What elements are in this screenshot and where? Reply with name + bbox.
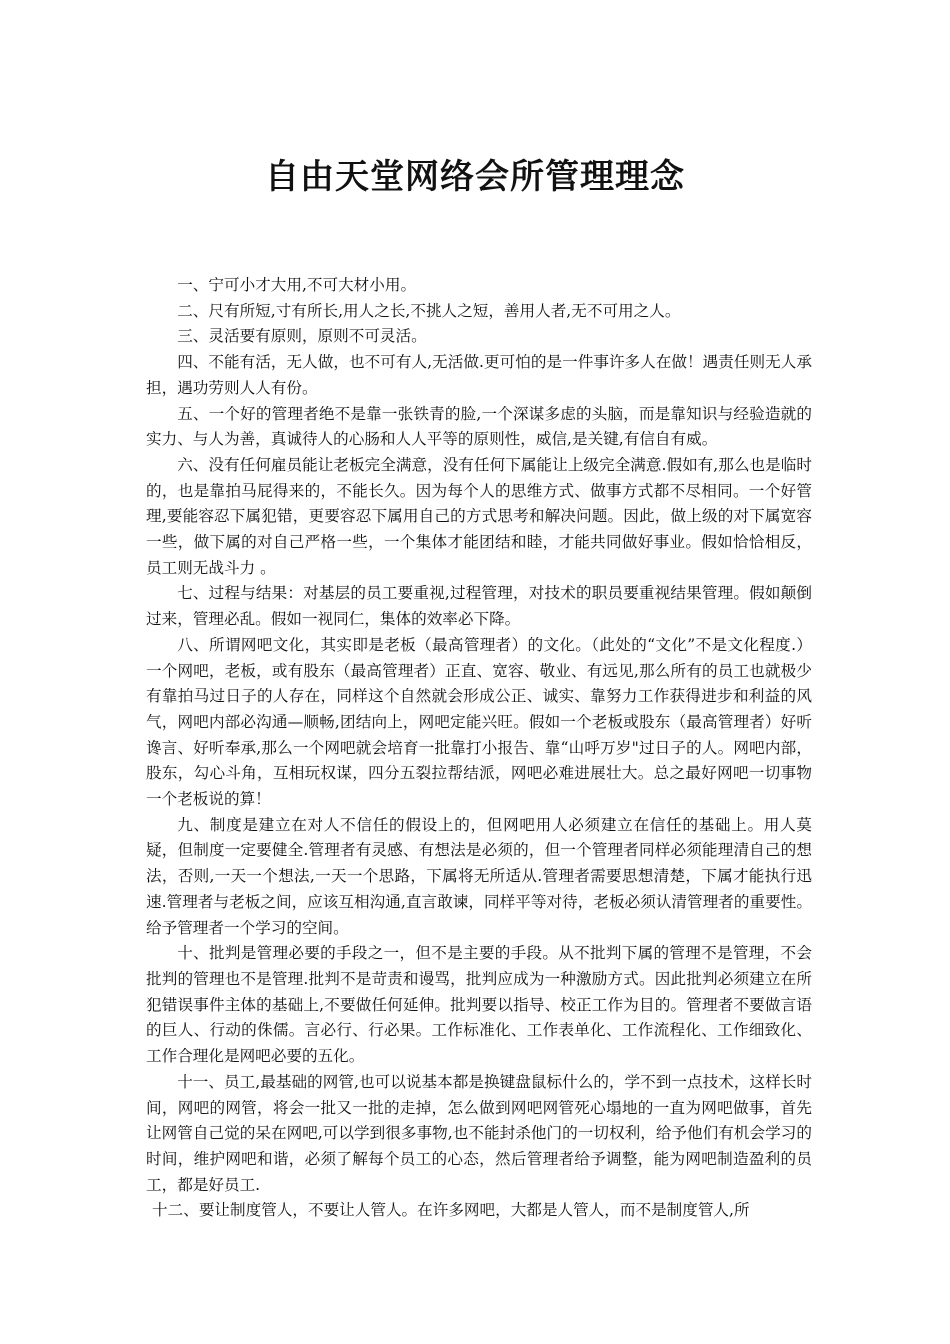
paragraph-9: 九、制度是建立在对人不信任的假设上的，但网吧用人必须建立在信任的基础上。用人莫疑，但制度一定要健全.管理者有灵感、有想法是必须的，但一个管理者同样必须能理清自己的想法，否则,一天一个想法,一天一个思路，下属将无所适从.管理者需要思想清楚，下属才能执行迅速.管理者与老板之间，应该互相沟通,直言敢谏，同样平等对待，老板必须认清管理者的重要性。给予管理者一个学习的空间。: [146, 815, 812, 937]
paragraph-11: 十一、员工,最基础的网管,也可以说基本都是换键盘鼠标什么的，学不到一点技术，这样长时间，网吧的网管，将会一批又一批的走掉，怎么做到网吧网管死心塌地的一直为网吧做事，首先让网管自己觉的呆在网吧,可以学到很多事物,也不能封杀他门的一切权利，给予他们有机会学习的时间，维护网吧和谐，必须了解每个员工的心态，然后管理者给予调整，能为网吧制造盈利的员工，都是好员工.: [146, 1072, 812, 1194]
paragraph-3: 三、灵活要有原则，原则不可灵活。: [177, 327, 427, 346]
paragraph-1: 一、宁可小才大用,不可大材小用。: [177, 276, 417, 294]
paragraph-6: 六、没有任何雇员能让老板完全满意，没有任何下属能让上级完全满意.假如有,那么也是临时的，也是靠拍马屁得来的，不能长久。因为每个人的思维方式、做事方式都不尽相同。一个好管理,要能容忍下属犯错，更要容忍下属用自己的方式思考和解决问题。因此，做上级的对下属宽容一些，做下属的对自己严格一些，一个集体才能团结和睦，才能共同做好事业。假如恰恰相反，员工则无战斗力 。: [146, 455, 812, 577]
paragraph-7: 七、过程与结果：对基层的员工要重视,过程管理，对技术的职员要重视结果管理。假如颠倒过来，管理必乱。假如一视同仁，集体的效率必下降。: [146, 584, 812, 629]
paragraph-4: 四、不能有活，无人做，也不可有人,无活做.更可怕的是一件事许多人在做！遇责任则无人承担，遇功劳则人人有份。: [146, 353, 812, 397]
paragraph-5: 五、一个好的管理者绝不是靠一张铁青的脸,一个深谋多虑的头脑，而是靠知识与经验造就的实力、与人为善，真诚待人的心肠和人人平等的原则性，威信,是关键,有信自有威。: [146, 404, 812, 449]
paragraph-10: 十、批判是管理必要的手段之一，但不是主要的手段。从不批判下属的管理不是管理，不会批判的管理也不是管理.批判不是苛责和谩骂，批判应成为一种激励方式。因此批判必须建立在所犯错误事件主体的基础上,不要做任何延伸。批判要以指导、校正工作为目的。管理者不要做言语的巨人、行动的侏儒。言必行、行必果。工作标准化、工作表单化、工作流程化、工作细致化、工作合理化是网吧必要的五化。: [146, 944, 812, 1066]
paragraph-8: 八、所谓网吧文化，其实即是老板（最高管理者）的文化。（此处的“文化”不是文化程度.）一个网吧，老板，或有股东（最高管理者）正直、宽容、敬业、有远见,那么所有的员工也就极少有靠拍马过日子的人存在，同样这个自然就会形成公正、诚实、靠努力工作获得进步和利益的风气，网吧内部必沟通—顺畅,团结向上，网吧定能兴旺。假如一个老板或股东（最高管理者）好听谗言、好听奉承,那么一个网吧就会培育一批靠打小报告、靠“山呼万岁"过日子的人。网吧内部，股东，勾心斗角，互相玩权谋，四分五裂拉帮结派，网吧必难进展壮大。总之最好网吧一切事物一个老板说的算！: [146, 635, 812, 809]
paragraph-12: 十二、要让制度管人，不要让人管人。在许多网吧，大都是人管人，而不是制度管人,所: [152, 1201, 750, 1220]
document-title: 自由天堂网络会所管理理念: [265, 157, 685, 197]
paragraph-2: 二、尺有所短,寸有所长,用人之长,不挑人之短，善用人者,无不可用之人。: [177, 301, 681, 320]
document-body: [146, 273, 812, 1224]
